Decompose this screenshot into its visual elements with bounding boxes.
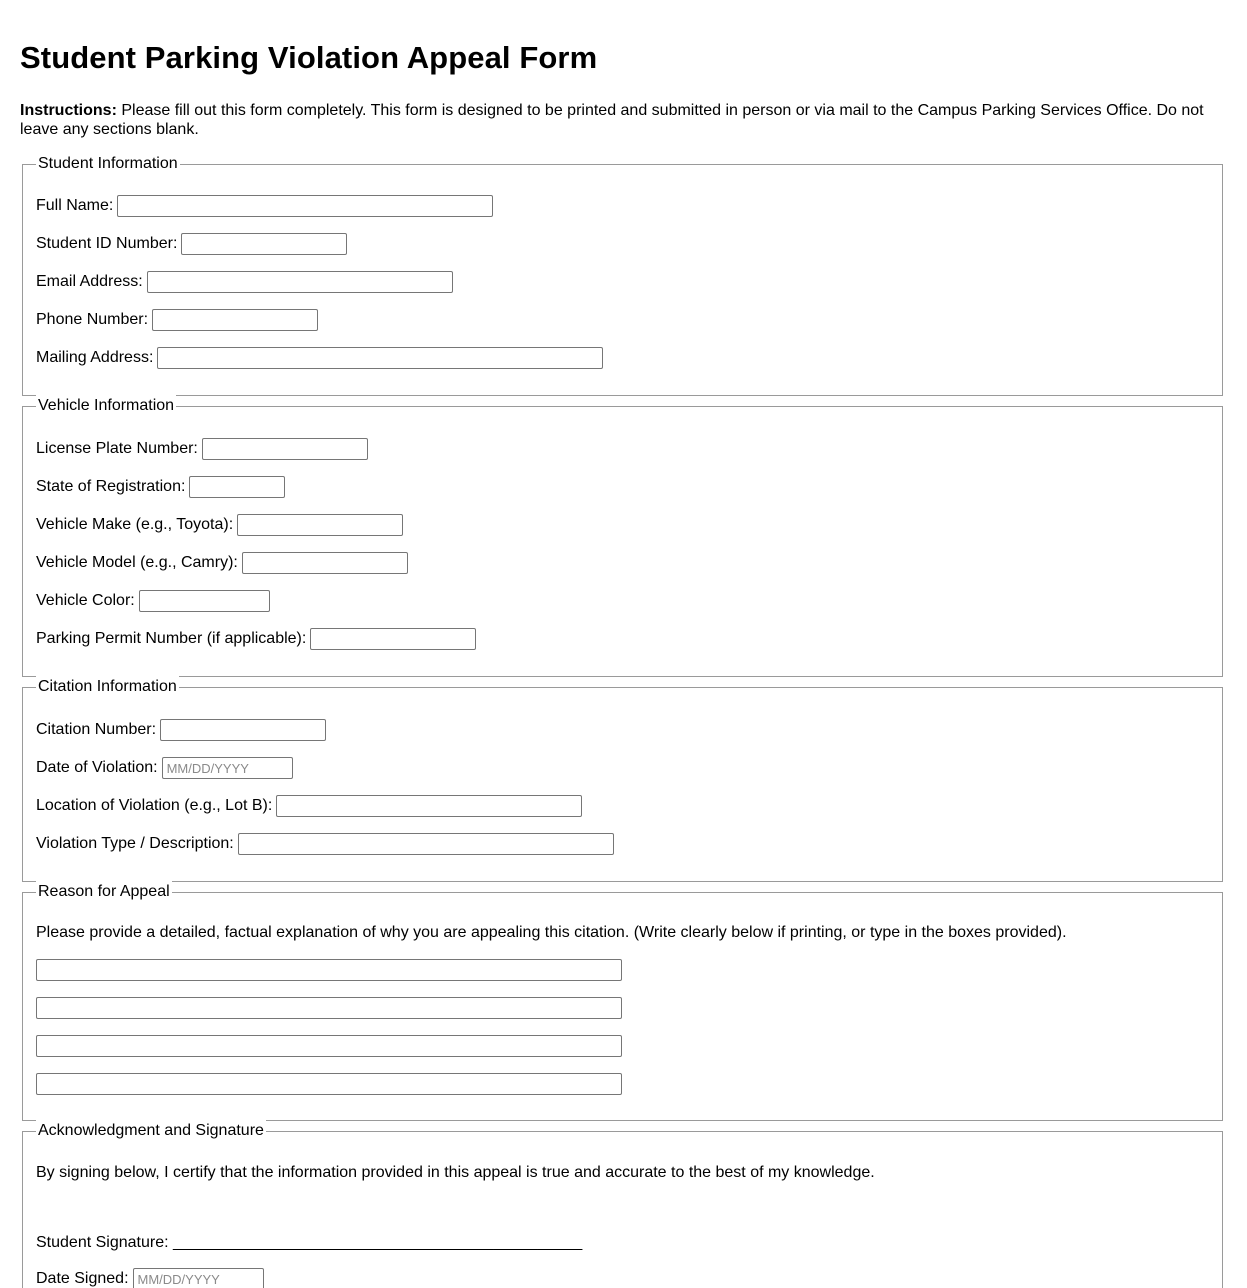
student-id-input[interactable] (181, 233, 347, 255)
violation-location-row (36, 795, 582, 817)
citation-number-label: Citation Number: (36, 721, 157, 738)
email-input[interactable] (147, 271, 453, 293)
acknowledgment-legend: Acknowledgment and Signature (36, 1120, 266, 1142)
full-name-input[interactable] (117, 195, 493, 217)
reason-prompt: Please provide a detailed, factual explanation of why you are appealing this citation. (Write clearly below if printing, or type in the boxes provided). (36, 924, 1067, 941)
citation-information-section (22, 678, 1223, 882)
state-row (36, 476, 285, 498)
mailing-address-input[interactable] (157, 347, 603, 369)
email-label: Email Address: (36, 273, 143, 290)
signature-label: Student Signature: (36, 1234, 173, 1251)
violation-date-row (36, 757, 293, 779)
vehicle-make-input[interactable] (237, 514, 403, 536)
license-plate-input[interactable] (202, 438, 368, 460)
reason-for-appeal-legend: Reason for Appeal (36, 881, 172, 903)
instructions (20, 101, 1210, 139)
date-signed-input[interactable] (133, 1268, 264, 1288)
reason-line-3-input[interactable] (36, 1035, 622, 1057)
full-name-row (36, 195, 493, 217)
violation-location-label: Location of Violation (e.g., Lot B): (36, 797, 273, 814)
instructions-label: Instructions: (20, 102, 117, 119)
student-id-row (36, 233, 347, 255)
vehicle-model-label: Vehicle Model (e.g., Camry): (36, 554, 238, 571)
phone-row (36, 309, 318, 331)
vehicle-model-input[interactable] (242, 552, 408, 574)
reason-line-2-input[interactable] (36, 997, 622, 1019)
state-label: State of Registration: (36, 478, 186, 495)
student-information-section (22, 155, 1223, 396)
license-plate-label: License Plate Number: (36, 440, 198, 457)
reason-for-appeal-section (22, 883, 1223, 1121)
violation-location-input[interactable] (276, 795, 582, 817)
violation-date-input[interactable] (162, 757, 293, 779)
full-name-label: Full Name: (36, 197, 114, 214)
violation-type-row (36, 833, 614, 855)
student-id-label: Student ID Number: (36, 235, 178, 252)
citation-number-input[interactable] (160, 719, 326, 741)
violation-type-input[interactable] (238, 833, 614, 855)
acknowledgment-section (22, 1122, 1223, 1288)
instructions-text: Please fill out this form completely. This form is designed to be printed and submitted in person or via mail to the Campus Parking Services Office. Do not leave any sections blank. (20, 102, 1204, 138)
reason-line-1-input[interactable] (36, 959, 622, 981)
certification-statement: By signing below, I certify that the information provided in this appeal is true and accurate to the best of my knowledge. (36, 1164, 875, 1181)
vehicle-make-label: Vehicle Make (e.g., Toyota): (36, 516, 234, 533)
phone-input[interactable] (152, 309, 318, 331)
permit-row (36, 628, 476, 650)
vehicle-information-section (22, 397, 1223, 677)
vehicle-information-legend: Vehicle Information (36, 395, 176, 417)
license-plate-row (36, 438, 368, 460)
vehicle-color-label: Vehicle Color: (36, 592, 135, 609)
vehicle-make-row (36, 514, 403, 536)
vehicle-model-row (36, 552, 408, 574)
date-signed-label: Date Signed: (36, 1270, 129, 1287)
violation-type-label: Violation Type / Description: (36, 835, 234, 852)
student-information-legend: Student Information (36, 153, 180, 175)
reason-line-4-input[interactable] (36, 1073, 622, 1095)
mailing-address-label: Mailing Address: (36, 349, 154, 366)
permit-label: Parking Permit Number (if applicable): (36, 630, 307, 647)
signature-line[interactable]: ______________________________________________ (172, 1234, 583, 1251)
signature-row (36, 1233, 582, 1253)
vehicle-color-row (36, 590, 270, 612)
state-input[interactable] (189, 476, 285, 498)
date-signed-row (36, 1268, 264, 1288)
phone-label: Phone Number: (36, 311, 149, 328)
mailing-address-row (36, 347, 603, 369)
citation-information-legend: Citation Information (36, 676, 179, 698)
email-row (36, 271, 453, 293)
page-title: Student Parking Violation Appeal Form (20, 40, 598, 75)
permit-input[interactable] (310, 628, 476, 650)
citation-number-row (36, 719, 326, 741)
vehicle-color-input[interactable] (139, 590, 270, 612)
violation-date-label: Date of Violation: (36, 759, 158, 776)
